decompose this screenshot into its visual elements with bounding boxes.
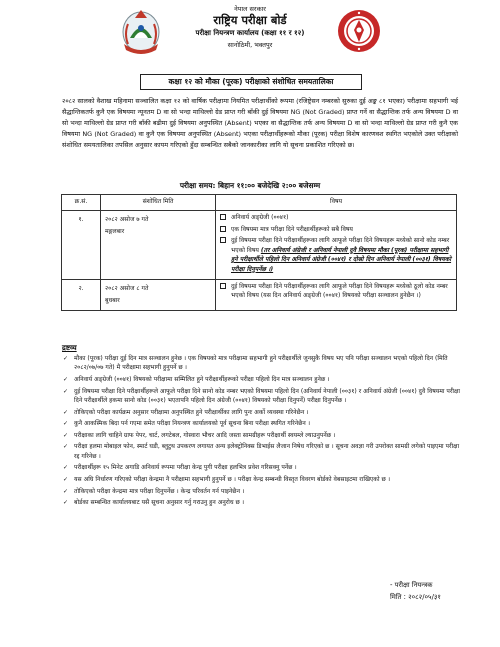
checkbox-icon bbox=[220, 214, 226, 220]
notes-heading: द्रष्टव्य bbox=[62, 343, 77, 352]
exam-time: परीक्षा समय: बिहान ११:०० बजेदेखि २:०० बजेसम्म bbox=[179, 181, 321, 190]
note-text: अनिवार्य अङ्ग्रेजी (००४१) विषयको परीक्षामा सम्मिलित हुने परीक्षार्थीहरूको परीक्षा पहिलो दिन मात्र सञ्चालन हुनेछ । bbox=[74, 376, 330, 383]
signature-title: - परीक्षा नियन्त्रक bbox=[390, 581, 433, 589]
header-location: सानोठिमी, भक्तपुर bbox=[227, 41, 273, 49]
table-row bbox=[62, 211, 457, 280]
subject-special-note: (तर अनिवार्य अंग्रेजी र अनिवार्य नेपाली दुवै विषयमा मौका (पूरक) परीक्षामा सहभागी हुने परीक्षार्थीले पहिलो दिन अनिवार्य अंग्रेजी (००४१) र दोस्रो दिन अनिवार्य नेपाली (००३१) विषयको परीक्षा दिनुपर्नेछ ।) bbox=[231, 246, 452, 273]
column-header-sn: क्र.सं. bbox=[62, 195, 101, 211]
header-office-name: परीक्षा नियन्त्रण कार्यालय (कक्षा ११ र १२) bbox=[195, 29, 305, 37]
bullet-icon: ✓ bbox=[63, 408, 69, 416]
national-examinations-board-logo bbox=[336, 8, 382, 54]
bullet-icon: ✓ bbox=[63, 443, 69, 451]
list-item bbox=[62, 487, 460, 496]
list-item bbox=[62, 463, 460, 472]
bullet-icon: ✓ bbox=[63, 431, 69, 439]
subject-text: एक विषयमा मात्र परीक्षा दिने परीक्षार्थीहरूको सबै विषय bbox=[231, 225, 353, 233]
list-item bbox=[62, 354, 460, 373]
header-board-name: राष्ट्रिय परीक्षा बोर्ड bbox=[213, 13, 287, 27]
list-item bbox=[220, 282, 452, 301]
row-day: मङ्गलबार bbox=[105, 228, 125, 235]
row-date: २०८२ असोज ७ गते bbox=[105, 216, 149, 223]
list-item bbox=[220, 225, 452, 235]
subject-text: दुई विषयमा परीक्षा दिने परीक्षार्थीहरूका लागि आफूले परीक्षा दिने विषयहरू मध्येको ठूलो कोड नम्बर भएको विषय (यस दिन अनिवार्य अङ्ग्रेजी (००४१) विषयको परीक्षा सञ्चालन हुनेछैन ।) bbox=[231, 282, 448, 300]
row-sn: १. bbox=[62, 211, 101, 280]
subject-text: दुई विषयमा परीक्षा दिने परीक्षार्थीहरूका लागि आफूले परीक्षा दिने विषयहरू मध्येको सानो कोड नम्बर भएको विषय bbox=[231, 237, 450, 254]
bullet-icon: ✓ bbox=[63, 376, 69, 383]
list-item bbox=[62, 419, 460, 428]
bullet-icon: ✓ bbox=[63, 464, 69, 472]
bullet-icon: ✓ bbox=[63, 499, 69, 507]
list-item bbox=[220, 236, 452, 274]
notice-title: कक्षा १२ को मौका (पूरक) परीक्षाको संशोधित समयतालिका bbox=[140, 74, 362, 90]
list-item bbox=[220, 213, 452, 223]
column-header-subject: विषय bbox=[216, 195, 457, 211]
note-text: तोकिएको परीक्षा केन्द्रमा मात्र परीक्षा दिनुपर्नेछ । केन्द्र परिवर्तन गर्न पाइनेछैन । bbox=[74, 487, 245, 495]
list-item bbox=[62, 375, 460, 384]
note-text: यस अघि निर्धारण गरिएको परीक्षा केन्द्रमा नै परीक्षामा सहभागी हुनुपर्ने छ । परीक्षा केन्द्र सम्बन्धी विस्तृत विवरण बोर्डको वेबसाइटमा राखिएको छ । bbox=[74, 475, 391, 483]
checkbox-icon bbox=[220, 283, 226, 289]
note-text: तोकिएको परीक्षा कार्यक्रम अनुसार परीक्षामा अनुपस्थित हुने परीक्षार्थीका लागि पुनः अर्को व्यवस्था गरिनेछैन । bbox=[74, 408, 309, 416]
bullet-icon: ✓ bbox=[63, 475, 69, 483]
table-header-row bbox=[62, 195, 457, 211]
note-text: परीक्षाका लागि चाहिने ग्राफ पेपर, चार्ट, लगटेबल, गोस्वारा भौचर आदि जस्ता सामग्रीहरू परीक्षार्थी स्वयम्ले ल्याउनुपर्नेछ । bbox=[74, 431, 336, 439]
table-row bbox=[62, 279, 457, 310]
bullet-icon: ✓ bbox=[63, 387, 69, 395]
list-item bbox=[62, 431, 460, 440]
row-date-cell bbox=[101, 279, 216, 310]
note-text: मौका (पूरक) परीक्षा दुई दिन मात्र सञ्चालन हुनेछ । एक विषयको मात्र परीक्षामा सहभागी हुने परीक्षार्थीले जुनसुकै विषय भए पनि परीक्षा सञ्चालन भएको पहिलो दिन (मिति २०८२/०७/०७ गते) मै परीक्षामा सहभागी हुनुपर्ने छ । bbox=[74, 355, 448, 372]
column-header-date: संशोधित मिति bbox=[101, 195, 216, 211]
notes-list bbox=[62, 354, 460, 510]
signature-block bbox=[390, 579, 441, 603]
header-government: नेपाल सरकार bbox=[234, 5, 266, 13]
checkbox-icon bbox=[220, 237, 226, 243]
row-date: २०८२ असोज ८ गते bbox=[105, 284, 149, 292]
list-item bbox=[62, 408, 460, 417]
row-day: बुधबार bbox=[105, 296, 120, 304]
bullet-icon: ✓ bbox=[63, 355, 69, 362]
list-item bbox=[62, 498, 460, 507]
row-date-cell bbox=[101, 211, 216, 280]
row-sn: २. bbox=[62, 279, 101, 310]
list-item bbox=[62, 442, 460, 461]
letterhead bbox=[0, 0, 500, 72]
note-text: परीक्षा हलमा मोबाइल फोन, स्मार्ट घडी, ब्लुटुथ उपकरण लगायत अन्य इलेक्ट्रोनिक्स डिभाईस लैजान निषेध गरिएको छ । सूचना अवज्ञा गरी उपरोक्त सामग्री लगेको पाइएमा परीक्षा रद्द गरिनेछ । bbox=[74, 443, 460, 460]
row-subjects bbox=[216, 211, 457, 280]
intro-paragraph: २०८२ सालको वैशाख महिनामा सञ्चालित कक्षा १२ को वार्षिक परीक्षामा नियमित परीक्षार्थीको रूपमा (रजिष्ट्रेसन नम्बरको सुरुका दुई अङ्क ८१ भएका) परीक्षामा सहभागी भई सैद्धान्तिकतर्फ कुनै एक विषयमा न्यूनतम D वा सो भन्दा माथिल्लो ग्रेड प्राप्त गरी बाँकी दुई विषयमा NG (Not Graded) प्राप्त गर्ने वा सैद्धान्तिक तर्फ अन्य विषयमा D वा सो भन्दा माथिल्लो ग्रेड प्राप्त गरी बाँकी बढीमा दुई विषयमा अनुपस्थित (Absent) भएका वा सैद्धान्तिक तर्फ अन्य विषयमा D वा सो भन्दा माथिल्लो ग्रेड प्राप्त गरी कुनै एक विषयमा NG (Not Graded) वा कुनै एक विषयमा अनुपस्थित (Absent) भएका परीक्षार्थीहरूको मौका (पूरक) परीक्षा विशेष कारणवश स्थगित भएकोले उक्त परीक्षाको संशोधित समयतालिका तपसिल अनुसार कायम गरिएको हुँदा सम्बन्धित सबैको जानकारीका लागि यो सूचना प्रकाशित गरिएको छ। bbox=[62, 97, 458, 150]
bullet-icon: ✓ bbox=[63, 420, 69, 428]
subject-text: अनिवार्य अङ्ग्रेजी (००४१) bbox=[231, 214, 289, 221]
schedule-table bbox=[61, 194, 457, 311]
bullet-icon: ✓ bbox=[63, 487, 69, 495]
list-item bbox=[62, 387, 460, 406]
checkbox-icon bbox=[220, 226, 226, 232]
list-item bbox=[62, 475, 460, 484]
note-text: दुई विषयमा परीक्षा दिने परीक्षार्थीहरूले आफूले परीक्षा दिने सानो कोड नम्बर भएको विषयमा पहिलो दिन (अनिवार्य नेपाली (००३१) र अनिवार्य अंग्रेजी (००४१) दुवै विषयमा परीक्षा दिने परीक्षार्थीले हकमा सानो कोड (००३१) भएतापनि पहिलो दिन अंग्रेजी (००४१) विषयको परीक्षा दिनुपर्ने) परीक्षा दिनुपर्नेछ । bbox=[74, 387, 460, 404]
note-text: बोर्डका सम्बन्धित कार्यालयबाट यसै सूचना अनुसार गर्नु गराउनु हुन अनुरोध छ । bbox=[74, 499, 245, 507]
note-text: कुनै आकस्मिक बिदा पर्न गएमा समेत परीक्षा नियन्त्रण कार्यालयको पूर्व सूचना बिना परीक्षा स्थगित गरिनेछैन । bbox=[74, 420, 311, 428]
row-subjects bbox=[216, 279, 457, 310]
signature-date: मिति : २०८२/०५/३१ bbox=[390, 593, 441, 601]
note-text: परीक्षार्थीहरू १५ मिनेट अगाडि अनिवार्य रूपमा परीक्षा केन्द्र पुगी परीक्षा हलभित्र प्रवेश गरिसक्नु पर्नेछ । bbox=[74, 464, 297, 472]
